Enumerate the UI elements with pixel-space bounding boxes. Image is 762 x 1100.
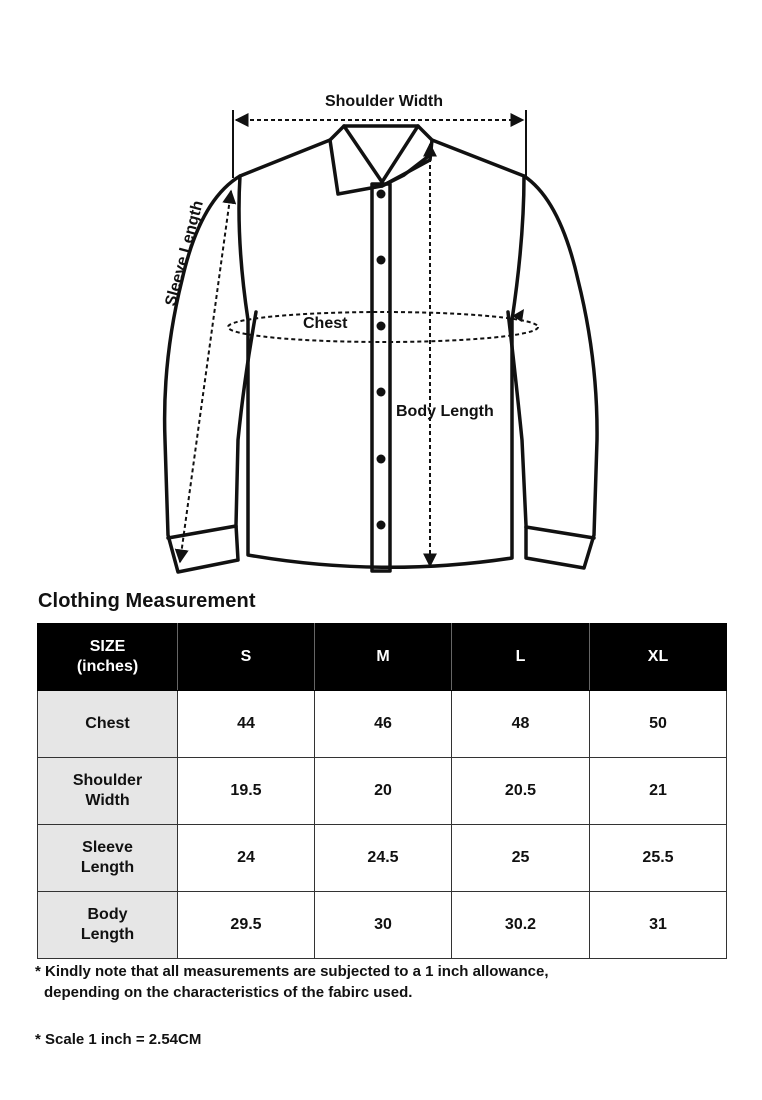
row-label: Width [85, 792, 130, 809]
chest-label: Chest [303, 315, 348, 332]
table-header-row [38, 624, 727, 691]
button [377, 256, 386, 265]
shirt-body [239, 140, 524, 567]
table-cell: 48 [452, 691, 590, 758]
row-header [38, 825, 178, 892]
table-cell: 31 [590, 892, 727, 959]
left-sleeve [165, 176, 256, 572]
table-cell: 25 [452, 825, 590, 892]
scale-note: * Scale 1 inch = 2.54CM [35, 1031, 202, 1048]
table-cell: 21 [590, 758, 727, 825]
table-cell: 29.5 [178, 892, 315, 959]
row-label: Length [80, 859, 135, 876]
button [377, 190, 386, 199]
table-cell: 44 [178, 691, 315, 758]
table-cell: 30.2 [452, 892, 590, 959]
button [377, 388, 386, 397]
sleeve-length-label: Sleeve Length [162, 198, 207, 309]
row-label: Length [80, 926, 135, 943]
size-chart-table [37, 623, 727, 959]
allowance-note-line-1: * Kindly note that all measurements are subjected to a 1 inch allowance, [35, 963, 549, 980]
column-header: S [178, 624, 315, 691]
row-label: Body [87, 906, 128, 923]
table-row [38, 825, 727, 892]
header-size-cell [38, 624, 178, 691]
row-label: Sleeve [82, 839, 133, 856]
row-header [38, 691, 178, 758]
button [377, 322, 386, 331]
table-cell: 25.5 [590, 825, 727, 892]
table-cell: 24.5 [315, 825, 452, 892]
table-cell: 19.5 [178, 758, 315, 825]
shoulder-width-measure [233, 110, 526, 178]
button [377, 521, 386, 530]
header-size: SIZE [89, 638, 126, 655]
column-header: M [315, 624, 452, 691]
section-title: Clothing Measurement [38, 590, 256, 612]
row-header [38, 892, 178, 959]
column-header: XL [590, 624, 727, 691]
column-header: L [452, 624, 590, 691]
header-unit: (inches) [76, 658, 139, 675]
table-cell: 24 [178, 825, 315, 892]
table-cell: 20 [315, 758, 452, 825]
left-cuff-line [168, 526, 236, 538]
table-cell: 46 [315, 691, 452, 758]
allowance-note-line-2: depending on the characteristics of the fabirc used. [44, 984, 413, 1001]
row-label: Chest [85, 715, 130, 732]
row-label: Shoulder [72, 772, 143, 789]
shoulder-width-label: Shoulder Width [324, 93, 444, 110]
right-cuff-line [526, 527, 594, 538]
buttons [377, 190, 386, 530]
button-placket [372, 184, 390, 571]
table-cell: 50 [590, 691, 727, 758]
table-row [38, 892, 727, 959]
table-row [38, 758, 727, 825]
row-header [38, 758, 178, 825]
table-row [38, 691, 727, 758]
button [377, 455, 386, 464]
table-cell: 30 [315, 892, 452, 959]
table-cell: 20.5 [452, 758, 590, 825]
allowance-note [35, 961, 735, 1003]
body-length-label: Body Length [396, 403, 494, 420]
